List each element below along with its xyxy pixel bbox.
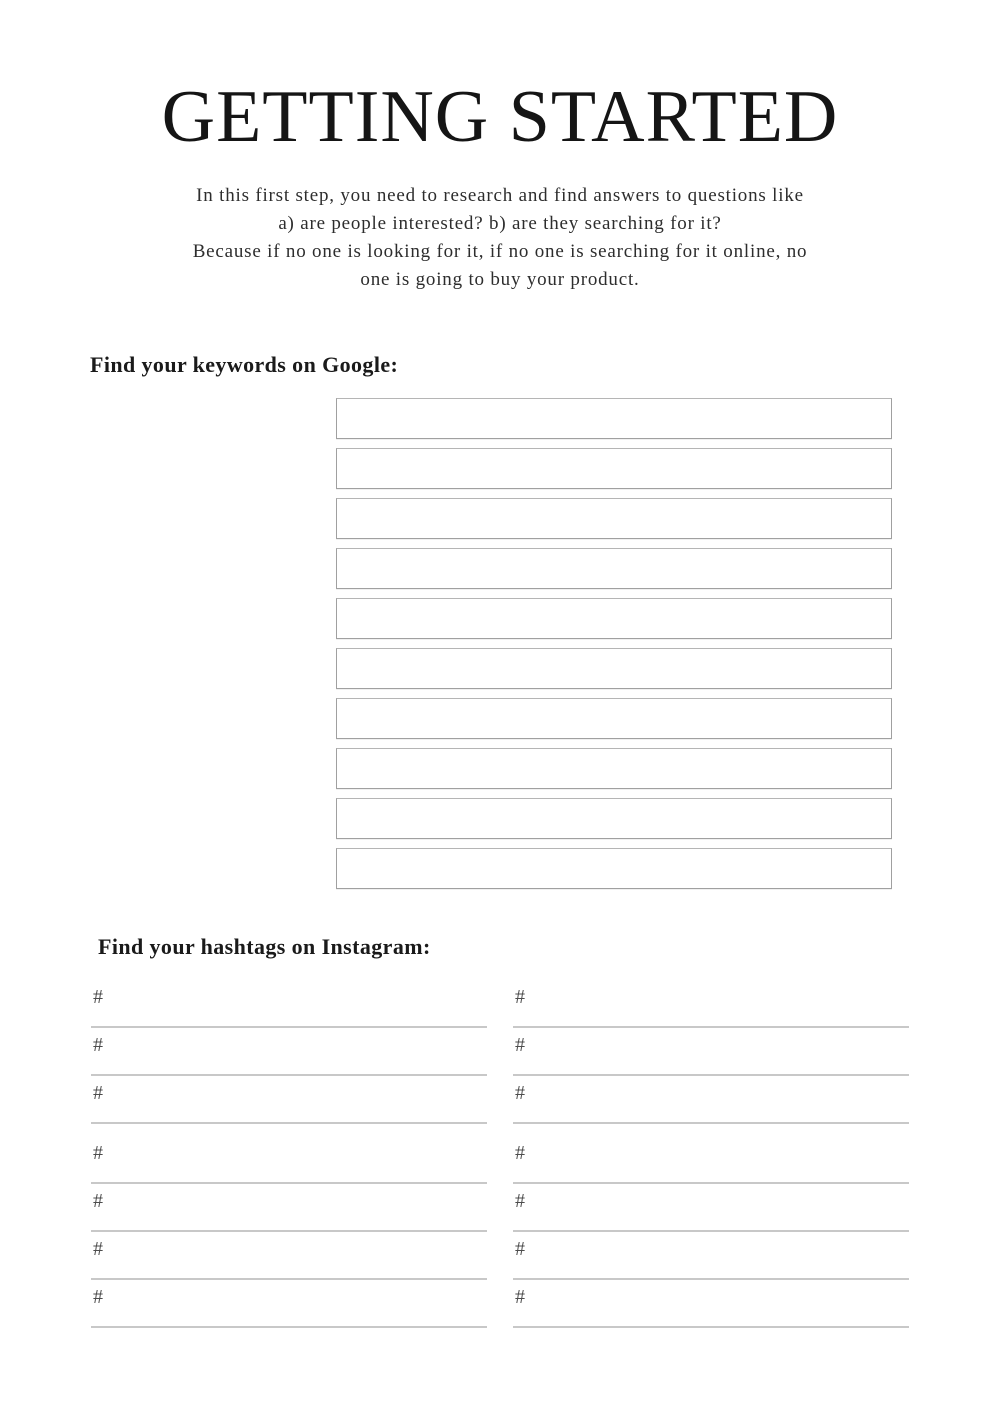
hashtag-column-left bbox=[91, 980, 487, 1328]
hashtag-input-right-3[interactable] bbox=[533, 1081, 909, 1111]
hashtag-input-left-2[interactable] bbox=[111, 1033, 487, 1063]
keyword-input-1[interactable] bbox=[336, 398, 892, 439]
keyword-input-6[interactable] bbox=[336, 648, 892, 689]
hashtag-input-right-7[interactable] bbox=[533, 1285, 909, 1315]
keyword-input-8[interactable] bbox=[336, 748, 892, 789]
hash-symbol: # bbox=[515, 1238, 525, 1260]
hash-symbol: # bbox=[515, 1034, 525, 1056]
hashtag-input-left-1[interactable] bbox=[111, 985, 487, 1015]
intro-line: Because if no one is looking for it, if no one is searching for it online, no bbox=[192, 241, 808, 262]
hashtag-input-right-6[interactable] bbox=[533, 1237, 909, 1267]
keyword-input-9[interactable] bbox=[336, 798, 892, 839]
hashtag-grid bbox=[91, 980, 909, 1328]
intro-line: a) are people interested? b) are they searching for it? bbox=[278, 213, 722, 234]
hashtag-input-left-4[interactable] bbox=[111, 1141, 487, 1171]
hashtag-row bbox=[513, 1028, 909, 1076]
keyword-input-4[interactable] bbox=[336, 548, 892, 589]
hashtag-row bbox=[91, 1184, 487, 1232]
hashtag-input-right-4[interactable] bbox=[533, 1141, 909, 1171]
hashtag-row bbox=[513, 1076, 909, 1124]
hashtag-row bbox=[91, 1280, 487, 1328]
hashtag-row bbox=[91, 1136, 487, 1184]
hashtag-row bbox=[513, 1184, 909, 1232]
hash-symbol: # bbox=[93, 986, 103, 1008]
keyword-input-2[interactable] bbox=[336, 448, 892, 489]
hash-symbol: # bbox=[515, 986, 525, 1008]
google-keywords-heading: Find your keywords on Google: bbox=[90, 352, 399, 377]
keyword-boxes-list bbox=[336, 398, 892, 889]
hashtag-input-left-6[interactable] bbox=[111, 1237, 487, 1267]
intro-line: In this first step, you need to research and find answers to questions like bbox=[196, 185, 804, 206]
hashtag-input-left-3[interactable] bbox=[111, 1081, 487, 1111]
hashtag-row bbox=[91, 1028, 487, 1076]
hash-symbol: # bbox=[93, 1190, 103, 1212]
hash-symbol: # bbox=[93, 1082, 103, 1104]
hashtag-input-right-2[interactable] bbox=[533, 1033, 909, 1063]
hash-symbol: # bbox=[93, 1034, 103, 1056]
keyword-input-7[interactable] bbox=[336, 698, 892, 739]
hashtag-row bbox=[91, 1076, 487, 1124]
page-title: GETTING STARTED bbox=[161, 76, 839, 158]
hashtag-row bbox=[513, 1232, 909, 1280]
hashtag-row bbox=[91, 1232, 487, 1280]
hash-symbol: # bbox=[93, 1238, 103, 1260]
hashtag-column-right bbox=[513, 980, 909, 1328]
hashtag-input-right-5[interactable] bbox=[533, 1189, 909, 1219]
hash-symbol: # bbox=[515, 1142, 525, 1164]
hashtag-row bbox=[513, 1136, 909, 1184]
intro-paragraph bbox=[0, 182, 1000, 294]
hashtag-input-right-1[interactable] bbox=[533, 985, 909, 1015]
hashtag-input-left-7[interactable] bbox=[111, 1285, 487, 1315]
hash-symbol: # bbox=[515, 1286, 525, 1308]
hash-symbol: # bbox=[93, 1142, 103, 1164]
intro-line: one is going to buy your product. bbox=[360, 269, 640, 290]
instagram-hashtags-heading: Find your hashtags on Instagram: bbox=[98, 934, 431, 959]
hashtag-row bbox=[513, 980, 909, 1028]
hashtag-row bbox=[513, 1280, 909, 1328]
hashtag-input-left-5[interactable] bbox=[111, 1189, 487, 1219]
hash-symbol: # bbox=[515, 1190, 525, 1212]
hashtag-row bbox=[91, 980, 487, 1028]
keyword-input-3[interactable] bbox=[336, 498, 892, 539]
hash-symbol: # bbox=[515, 1082, 525, 1104]
hash-symbol: # bbox=[93, 1286, 103, 1308]
keyword-input-10[interactable] bbox=[336, 848, 892, 889]
keyword-input-5[interactable] bbox=[336, 598, 892, 639]
